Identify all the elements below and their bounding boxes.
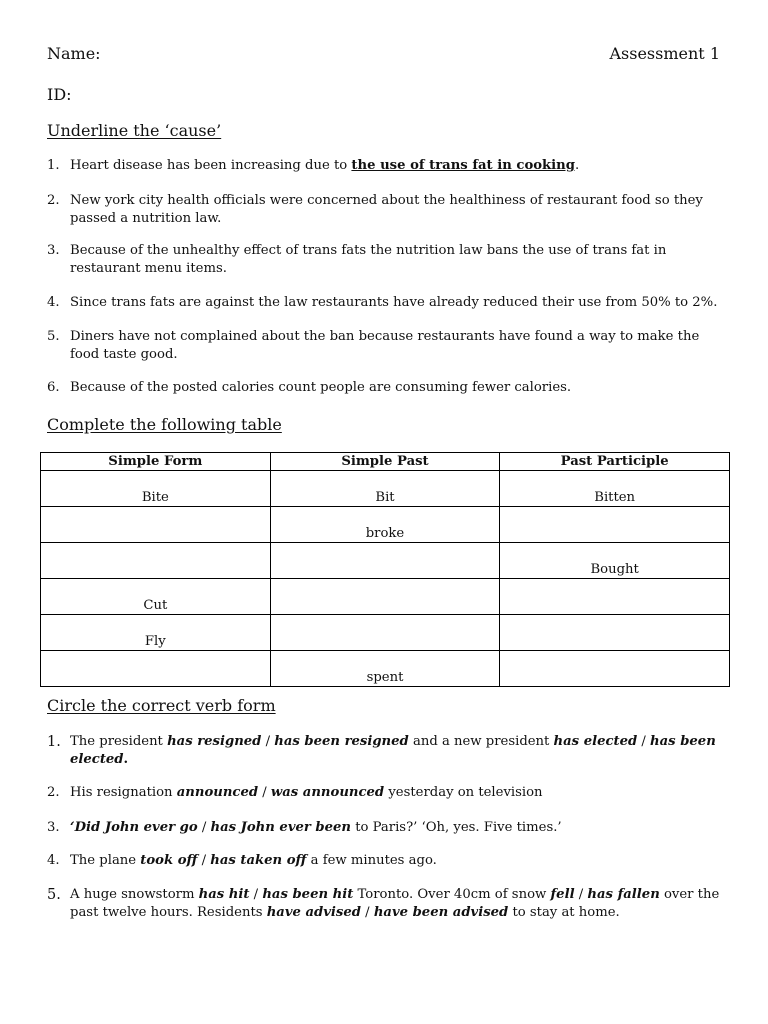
question-number: 5. xyxy=(47,887,61,903)
name-label: Name: xyxy=(47,44,101,63)
question-text: / xyxy=(360,905,374,920)
verb-option[interactable]: has resigned xyxy=(167,734,262,749)
cause-question-item xyxy=(47,157,720,175)
verb-option[interactable]: has taken off xyxy=(210,853,307,868)
verb-option[interactable]: has John ever been xyxy=(210,820,352,835)
cause-question-item xyxy=(47,379,720,397)
question-number: 5. xyxy=(47,329,60,344)
table-cell: Bite xyxy=(41,471,271,507)
question-text: a few minutes ago. xyxy=(306,853,437,868)
blank-answer-cell[interactable] xyxy=(270,543,500,579)
verb-option[interactable]: announced xyxy=(176,785,259,800)
table-header-cell: Simple Past xyxy=(270,453,500,471)
question-text: / xyxy=(261,734,275,749)
blank-answer-cell[interactable] xyxy=(500,579,730,615)
verb-option[interactable]: has hit xyxy=(198,887,250,902)
cause-question-item xyxy=(47,192,720,228)
verb-option[interactable]: ‘Did John ever go xyxy=(70,820,198,835)
question-text: Diners have not complained about the ban because restaurants have found a way to make the food taste good. xyxy=(70,329,700,362)
verb-option[interactable]: have advised xyxy=(266,905,361,920)
verb-option[interactable]: has been resigned xyxy=(274,734,409,749)
verb-option[interactable]: took off xyxy=(140,853,198,868)
blank-answer-cell[interactable] xyxy=(500,615,730,651)
table-row xyxy=(41,579,730,615)
question-text: The plane xyxy=(70,853,141,868)
question-text: A huge snowstorm xyxy=(70,887,199,902)
question-number: 4. xyxy=(47,853,60,868)
section-circle-verb-title: Circle the correct verb form xyxy=(47,696,276,715)
blank-answer-cell[interactable] xyxy=(41,507,271,543)
question-text: His resignation xyxy=(70,785,177,800)
table-header-cell: Past Participle xyxy=(500,453,730,471)
question-text: / xyxy=(258,785,271,800)
blank-answer-cell[interactable] xyxy=(500,507,730,543)
verb-option[interactable]: has fallen xyxy=(587,887,660,902)
section-underline-cause-title: Underline the ‘cause’ xyxy=(47,121,222,140)
question-text: / xyxy=(574,887,588,902)
blank-answer-cell[interactable] xyxy=(500,651,730,687)
question-number: 6. xyxy=(47,380,60,395)
question-text: Because of the posted calories count people are consuming fewer calories. xyxy=(70,380,572,395)
question-text: Because of the unhealthy effect of trans fats the nutrition law bans the use of trans fat in restaurant menu items. xyxy=(70,243,667,276)
question-text: to stay at home. xyxy=(508,905,620,920)
question-text: to Paris?’ ‘Oh, yes. Five times.’ xyxy=(351,820,562,835)
table-row xyxy=(41,543,730,579)
question-text: Heart disease has been increasing due to xyxy=(70,158,352,173)
question-text: and a new president xyxy=(408,734,554,749)
question-text: / xyxy=(197,853,211,868)
assessment-title: Assessment 1 xyxy=(609,44,720,63)
verb-question-item xyxy=(47,733,726,769)
blank-answer-cell[interactable] xyxy=(41,543,271,579)
table-cell: spent xyxy=(270,651,500,687)
question-text: yesterday on television xyxy=(384,785,543,800)
verb-option[interactable]: was announced xyxy=(270,785,385,800)
underlined-cause: the use of trans fat in cooking xyxy=(351,158,575,173)
verb-option[interactable]: has been elected xyxy=(70,734,716,767)
question-number: 1. xyxy=(47,734,61,750)
question-text: Since trans fats are against the law restaurants have already reduced their use from 50% to 2%. xyxy=(70,295,718,310)
table-cell: Bit xyxy=(270,471,500,507)
question-text: over the past twelve hours. Residents xyxy=(70,887,720,920)
verb-question-item xyxy=(47,852,726,870)
question-number: 1. xyxy=(47,158,60,173)
question-text: The president xyxy=(70,734,168,749)
table-cell: broke xyxy=(270,507,500,543)
verb-option[interactable]: have been advised xyxy=(373,905,509,920)
verb-option[interactable]: has been hit xyxy=(262,887,354,902)
id-label: ID: xyxy=(47,85,72,104)
question-number: 3. xyxy=(47,243,60,258)
blank-answer-cell[interactable] xyxy=(270,615,500,651)
table-row xyxy=(41,471,730,507)
question-number: 4. xyxy=(47,295,60,310)
table-row xyxy=(41,507,730,543)
table-cell: Bought xyxy=(500,543,730,579)
question-text: Toronto. Over 40cm of snow xyxy=(353,887,551,902)
table-cell: Fly xyxy=(41,615,271,651)
table-row xyxy=(41,651,730,687)
blank-answer-cell[interactable] xyxy=(41,651,271,687)
verb-question-item xyxy=(47,886,726,922)
question-text: . xyxy=(575,158,580,173)
verb-option[interactable]: fell xyxy=(550,887,575,902)
cause-question-item xyxy=(47,328,720,364)
table-row xyxy=(41,615,730,651)
verb-question-item xyxy=(47,819,726,837)
question-text: . xyxy=(123,752,129,767)
section-table-title: Complete the following table xyxy=(47,415,282,434)
question-text: / xyxy=(637,734,651,749)
table-cell: Bitten xyxy=(500,471,730,507)
cause-question-item xyxy=(47,242,720,278)
blank-answer-cell[interactable] xyxy=(270,579,500,615)
table-header-cell: Simple Form xyxy=(41,453,271,471)
table-cell: Cut xyxy=(41,579,271,615)
cause-question-item xyxy=(47,294,720,312)
verb-question-item xyxy=(47,784,726,802)
verb-forms-table xyxy=(40,452,730,687)
question-text: / xyxy=(197,820,211,835)
question-text: New york city health officials were concerned about the healthiness of restaurant food so they passed a nutrition law. xyxy=(70,193,703,226)
question-number: 3. xyxy=(47,820,60,835)
question-number: 2. xyxy=(47,193,60,208)
question-number: 2. xyxy=(47,785,60,800)
verb-option[interactable]: has elected xyxy=(553,734,638,749)
question-text: / xyxy=(249,887,263,902)
